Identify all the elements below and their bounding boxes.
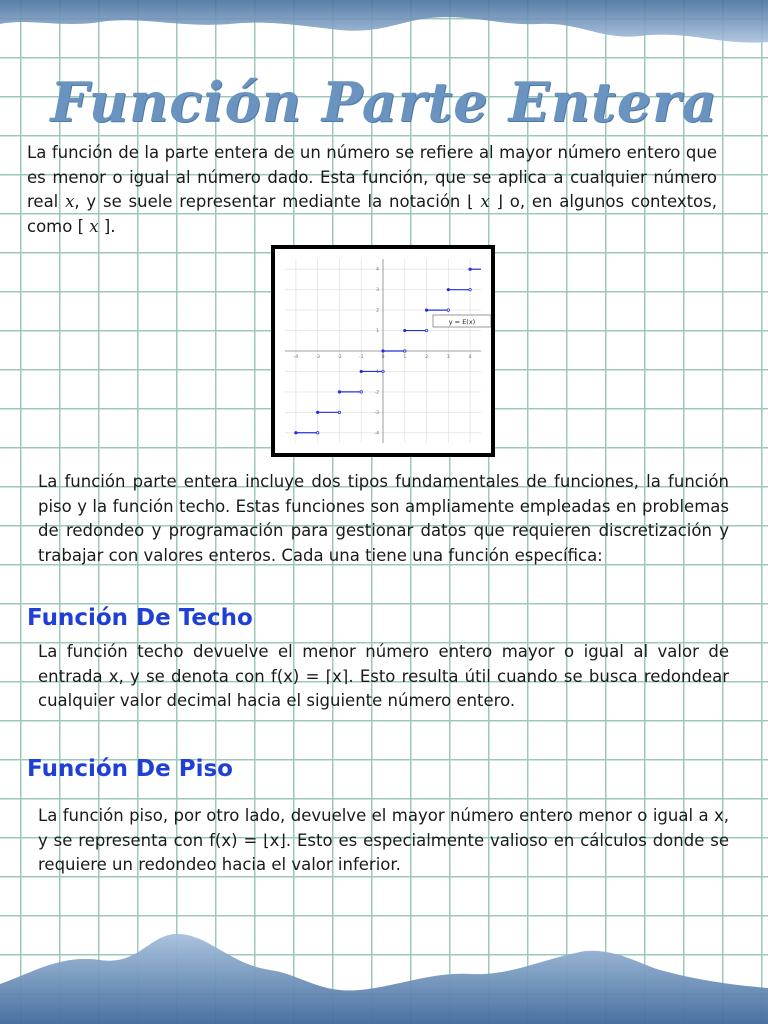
- graph-y-tick-label: -4: [374, 431, 379, 437]
- graph-y-tick-label: -1: [374, 369, 379, 375]
- intro-var-x: x: [65, 192, 75, 211]
- graph-x-tick-label: 4: [468, 355, 472, 360]
- graph-y-tick-label: 2: [376, 308, 379, 314]
- graph-step-open-point: [360, 391, 362, 393]
- graph-step-open-point: [382, 370, 384, 372]
- graph-x-tick-label: -3: [315, 355, 320, 360]
- intro-text-4: ].: [98, 216, 116, 236]
- ceiling-heading: Función De Techo: [27, 605, 253, 631]
- graph-step-closed-point: [469, 268, 472, 271]
- page-title: Función Parte Entera: [50, 70, 718, 134]
- graph-y-tick-label: 1: [376, 329, 379, 335]
- graph-step-open-point: [316, 432, 318, 434]
- types-paragraph: La función parte entera incluye dos tipos fundamentales de funciones, la función piso y la función techo. Estas funciones son ampliamente empleadas en problemas de redondeo y programación para gestionar datos que requieren discretización y trabajar con valores enteros. Cada una tiene una función específica:: [38, 472, 729, 565]
- graph-step-closed-point: [381, 349, 384, 352]
- floor-paragraph: La función piso, por otro lado, devuelve el mayor número entero menor o igual a x, y se representa con f(x) = ⌊x⌋. Esto es especialmente valioso en cálculos donde se requiere un redondeo hacia el valor inferior.: [38, 806, 729, 874]
- floor-heading: Función De Piso: [27, 756, 233, 782]
- graph-legend-label: y = E(x): [448, 318, 476, 326]
- graph-step-closed-point: [294, 431, 297, 434]
- watercolor-top-decoration: [0, 0, 768, 60]
- graph-step-open-point: [404, 350, 406, 352]
- graph-y-tick-label: 4: [376, 267, 379, 273]
- graph-step-closed-point: [360, 370, 363, 373]
- intro-text-1: La función de la parte entera de un número se refiere al mayor número entero que es menor o igual al número dado. Esta función, que se aplica a cualquier número real: [27, 143, 717, 211]
- graph-x-tick-label: -4: [293, 355, 299, 360]
- graph-x-tick-label: -2: [337, 355, 342, 360]
- graph-step-open-point: [447, 309, 449, 311]
- watercolor-bottom-decoration: [0, 924, 768, 1024]
- graph-x-tick-label: -1: [358, 355, 364, 360]
- intro-text-2: , y se suele representar mediante la notación ⌊: [74, 192, 481, 211]
- graph-y-tick-label: 3: [376, 288, 379, 294]
- graph-step-open-point: [425, 329, 427, 331]
- graph-step-open-point: [469, 288, 471, 290]
- graph-step-closed-point: [447, 288, 450, 291]
- intro-var-x-bracket: x: [89, 216, 99, 236]
- graph-step-open-point: [338, 411, 340, 413]
- graph-step-closed-point: [425, 309, 428, 312]
- graph-step-closed-point: [316, 411, 319, 414]
- graph-svg: [275, 249, 491, 453]
- graph-step-closed-point: [403, 329, 406, 332]
- ceiling-paragraph: La función techo devuelve el menor número entero mayor o igual al valor de entrada x, y se denota con f(x) = ⌈x⌉. Esto resulta útil cuando se busca redondear cualquier valor decimal hacia el siguiente número entero.: [38, 642, 729, 710]
- graph-x-tick-label: 0: [381, 355, 385, 360]
- graph-y-tick-label: -2: [374, 390, 379, 396]
- graph-x-tick-label: 1: [403, 355, 407, 360]
- graph-y-tick-label: -3: [374, 410, 379, 416]
- intro-paragraph: [27, 141, 717, 239]
- step-function-graph: [271, 245, 495, 457]
- graph-step-closed-point: [338, 390, 341, 393]
- intro-var-x-floor: x: [480, 192, 490, 211]
- graph-x-tick-label: 2: [425, 355, 428, 360]
- graph-x-tick-label: 3: [446, 355, 450, 360]
- intro-text-3: ⌋ o, en algunos contextos, como [: [27, 192, 717, 236]
